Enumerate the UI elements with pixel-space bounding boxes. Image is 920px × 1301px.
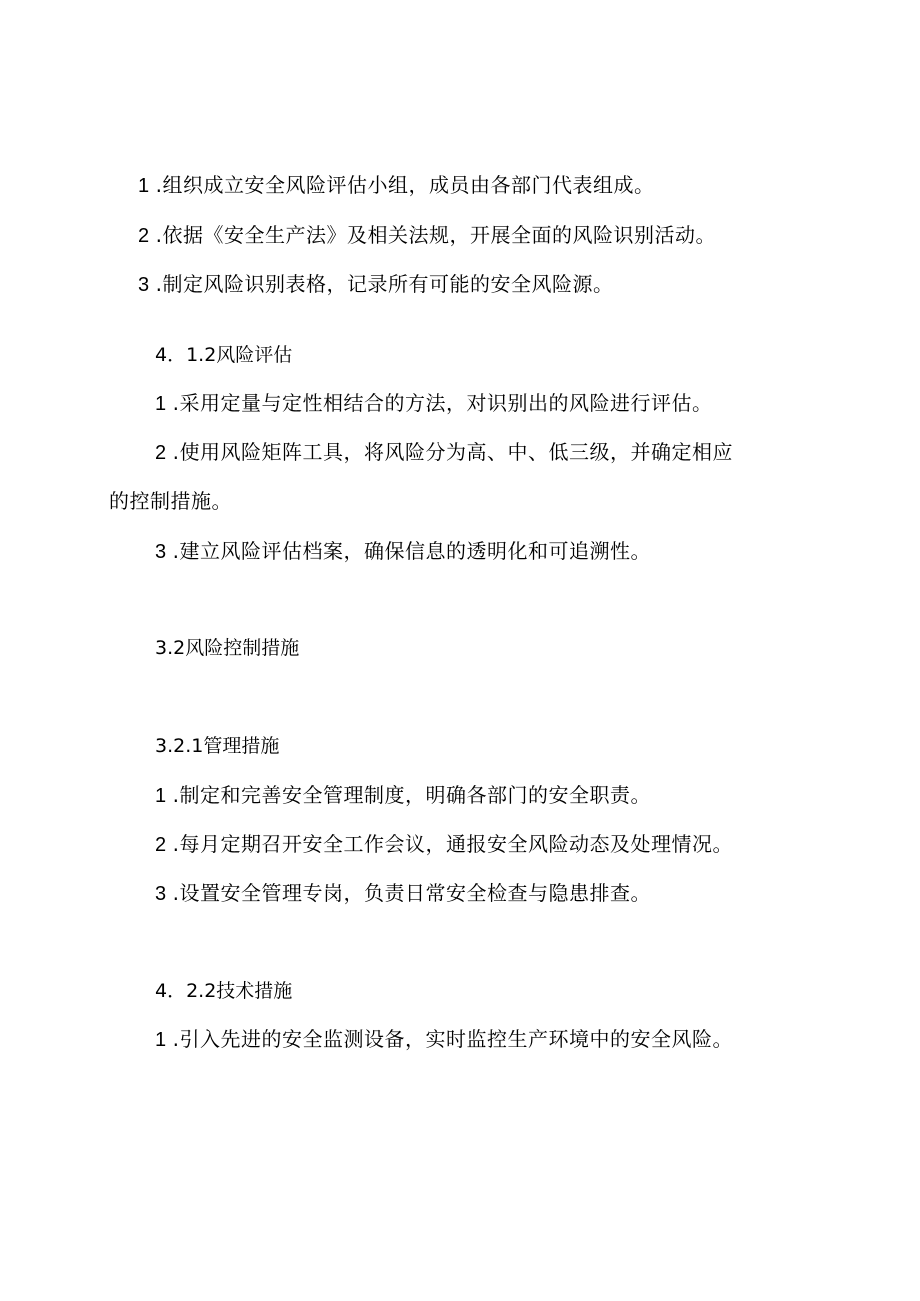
section-heading: 3.2.1管理措施 — [155, 735, 280, 757]
item-text: .组织成立安全风险评估小组，成员由各部门代表组成。 — [155, 173, 655, 197]
item-text: .制定风险识别表格，记录所有可能的安全风险源。 — [155, 272, 614, 296]
list-item — [155, 830, 733, 859]
list-item — [155, 389, 712, 418]
list-item — [138, 171, 654, 200]
item-text: .引入先进的安全监测设备，实时监控生产环境中的安全风险。 — [172, 1027, 733, 1051]
item-number: 2 — [138, 225, 150, 247]
list-item — [155, 1025, 733, 1054]
list-item — [155, 537, 651, 566]
item-text: .采用定量与定性相结合的方法，对识别出的风险进行评估。 — [172, 391, 713, 415]
list-item — [155, 438, 733, 467]
list-item — [155, 879, 651, 908]
section-heading: 4．2.2技术措施 — [155, 980, 293, 1002]
item-text: .设置安全管理专岗，负责日常安全检查与隐患排查。 — [172, 881, 651, 905]
list-item — [138, 270, 613, 299]
item-text: .制定和完善安全管理制度，明确各部门的安全职责。 — [172, 783, 651, 807]
item-number: 1 — [138, 175, 150, 197]
item-number: 3 — [138, 274, 150, 296]
item-number: 1 — [155, 393, 167, 415]
section-heading: 4．1.2风险评估 — [155, 344, 293, 366]
list-item — [155, 781, 651, 810]
item-text: 的控制措施。 — [109, 489, 232, 513]
list-item-continuation — [109, 487, 232, 515]
item-number: 1 — [155, 1029, 167, 1051]
item-number: 1 — [155, 785, 167, 807]
item-text: .使用风险矩阵工具，将风险分为高、中、低三级，并确定相应 — [172, 440, 733, 464]
item-number: 3 — [155, 883, 167, 905]
item-text: .每月定期召开安全工作会议，通报安全风险动态及处理情况。 — [172, 832, 733, 856]
item-number: 3 — [155, 541, 167, 563]
item-number: 2 — [155, 442, 167, 464]
section-heading: 3.2风险控制措施 — [155, 637, 300, 659]
item-text: .建立风险评估档案，确保信息的透明化和可追溯性。 — [172, 539, 651, 563]
item-text: .依据《安全生产法》及相关法规，开展全面的风险识别活动。 — [155, 223, 716, 247]
list-item — [138, 221, 716, 250]
item-number: 2 — [155, 834, 167, 856]
